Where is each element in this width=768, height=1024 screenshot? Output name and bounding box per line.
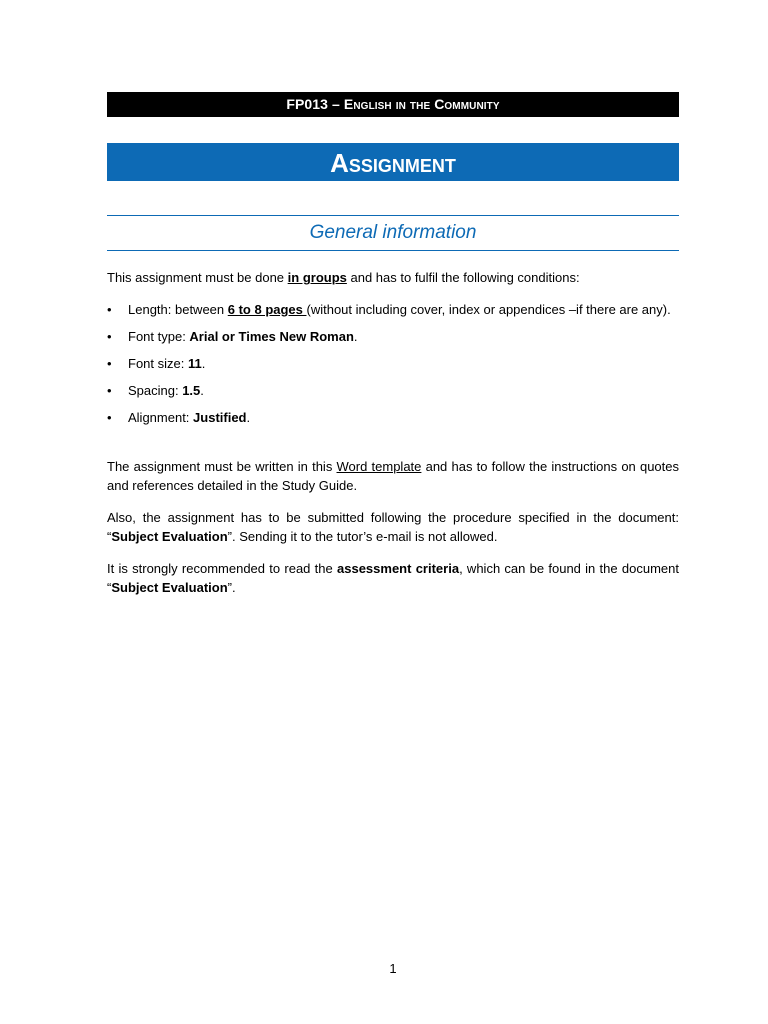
bullet-icon: •: [107, 410, 112, 425]
course-title-banner: [107, 92, 679, 117]
condition-label: Spacing:: [128, 383, 183, 398]
condition-label: Alignment:: [128, 410, 194, 425]
assessment-criteria-ref: assessment criteria: [337, 561, 460, 576]
template-paragraph: [107, 457, 679, 495]
condition-label: Font size:: [128, 356, 188, 371]
condition-font-type: [107, 328, 679, 347]
intro-paragraph: [107, 269, 679, 287]
condition-label: Length: between: [128, 302, 228, 317]
subject-evaluation-ref: Subject Evaluation: [111, 529, 228, 544]
condition-suffix: .: [353, 329, 358, 344]
condition-value: 11: [187, 356, 202, 371]
condition-alignment: [107, 409, 679, 428]
template-text-after: and has to follow the instructions on quotes and references detailed in the Study Guide.: [107, 459, 680, 493]
word-template-link[interactable]: Word template: [336, 459, 422, 474]
submission-text-after: ”. Sending it to the tutor’s e-mail is not allowed.: [227, 529, 498, 544]
condition-font-size: [107, 355, 679, 374]
intro-text-after: and has to fulfil the following conditions:: [346, 270, 580, 285]
condition-label: Font type:: [128, 329, 190, 344]
bullet-icon: •: [107, 383, 112, 398]
document-page: [107, 0, 679, 1024]
assignment-title: Assignment: [330, 148, 456, 178]
submission-text-before: Also, the assignment has to be submitted following the procedure specified in the document: “: [107, 510, 679, 544]
bullet-icon: •: [107, 302, 112, 317]
condition-value: Justified: [193, 410, 247, 425]
condition-suffix: (without including cover, index or appendices –if there are any).: [306, 302, 671, 317]
conditions-list: [107, 301, 679, 436]
bullet-icon: •: [107, 356, 112, 371]
condition-suffix: .: [201, 356, 206, 371]
condition-value: Arial or Times New Roman: [189, 329, 354, 344]
condition-length: [107, 301, 679, 320]
subject-evaluation-ref: Subject Evaluation: [111, 580, 228, 595]
page-number: 1: [389, 961, 397, 976]
bullet-icon: •: [107, 329, 112, 344]
condition-suffix: .: [246, 410, 251, 425]
assignment-title-banner: [107, 143, 679, 181]
course-title: FP013 – English in the Community: [286, 96, 500, 112]
criteria-text-middle: , which can be found in the document “: [107, 561, 679, 595]
template-text-before: The assignment must be written in this: [107, 459, 337, 474]
condition-value: 6 to 8 pages: [227, 302, 307, 317]
intro-text-before: This assignment must be done: [107, 270, 288, 285]
criteria-text-before: It is strongly recommended to read the: [107, 561, 337, 576]
condition-spacing: [107, 382, 679, 401]
condition-suffix: .: [200, 383, 204, 398]
section-heading-text: General information: [309, 222, 477, 243]
condition-value: 1.5: [182, 383, 201, 398]
submission-paragraph: [107, 508, 679, 546]
section-heading: [107, 215, 679, 251]
criteria-text-after: ”.: [227, 580, 236, 595]
intro-emphasis: in groups: [287, 270, 347, 285]
criteria-paragraph: [107, 559, 679, 597]
